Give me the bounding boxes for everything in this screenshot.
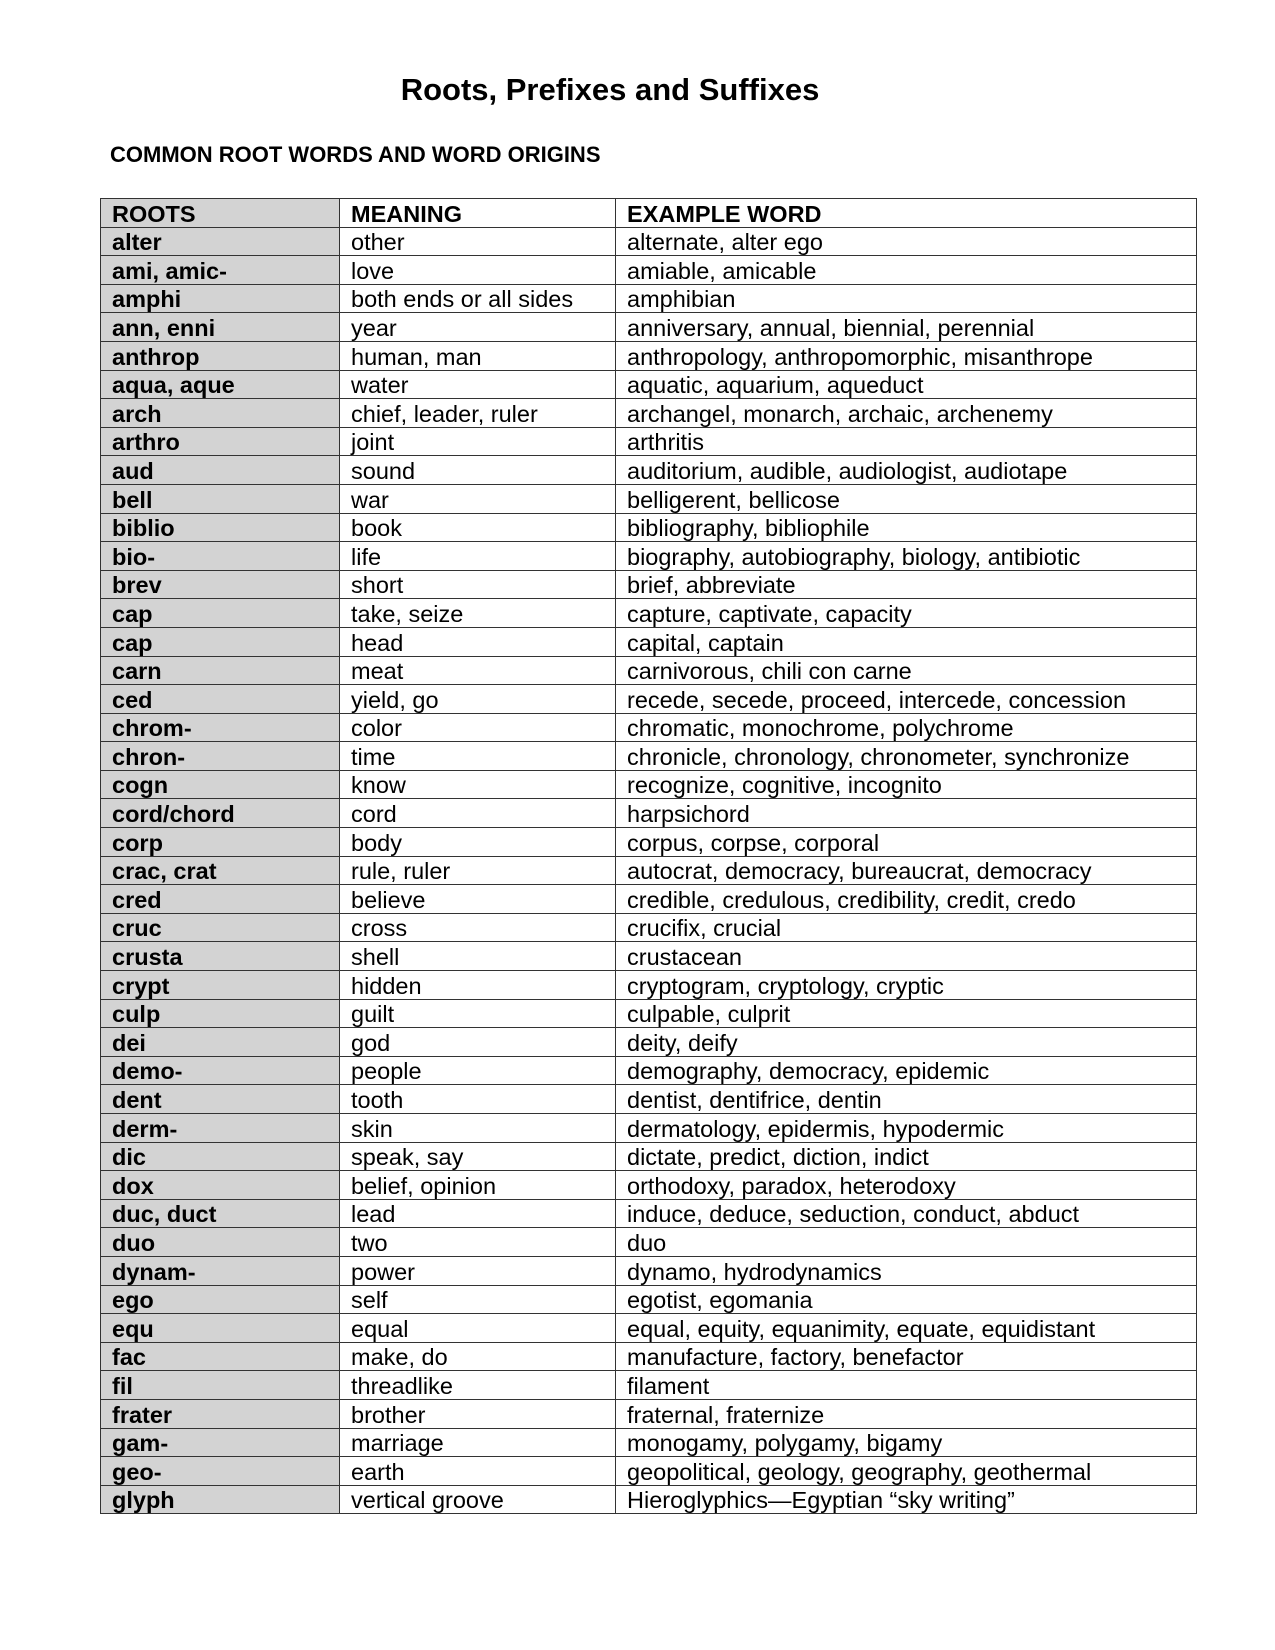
meaning-cell: skin [340,1114,616,1143]
roots-table [100,198,1197,1514]
table-row [101,656,1197,685]
table-row [101,456,1197,485]
meaning-cell: threadlike [340,1371,616,1400]
root-cell: crypt [101,971,340,1000]
table-row [101,1142,1197,1171]
meaning-cell: know [340,770,616,799]
column-header-example-word: EXAMPLE WORD [616,199,1197,228]
root-cell: ego [101,1285,340,1314]
meaning-cell: earth [340,1457,616,1486]
meaning-cell: take, seize [340,599,616,628]
meaning-cell: short [340,570,616,599]
root-cell: anthrop [101,341,340,370]
root-cell: corp [101,828,340,857]
example-word-cell: egotist, egomania [616,1285,1197,1314]
meaning-cell: speak, say [340,1142,616,1171]
meaning-cell: meat [340,656,616,685]
meaning-cell: sound [340,456,616,485]
table-row [101,685,1197,714]
root-cell: ami, amic- [101,256,340,285]
example-word-cell: equal, equity, equanimity, equate, equidistant [616,1314,1197,1343]
table-row [101,799,1197,828]
example-word-cell: culpable, culprit [616,999,1197,1028]
root-cell: dox [101,1171,340,1200]
example-word-cell: capital, captain [616,627,1197,656]
meaning-cell: guilt [340,999,616,1028]
table-row [101,971,1197,1000]
example-word-cell: corpus, corpse, corporal [616,828,1197,857]
example-word-cell: crustacean [616,942,1197,971]
root-cell: derm- [101,1114,340,1143]
table-row [101,999,1197,1028]
example-word-cell: fraternal, fraternize [616,1399,1197,1428]
root-cell: cap [101,599,340,628]
root-cell: gam- [101,1428,340,1457]
meaning-cell: lead [340,1199,616,1228]
example-word-cell: harpsichord [616,799,1197,828]
meaning-cell: joint [340,427,616,456]
example-word-cell: demography, democracy, epidemic [616,1056,1197,1085]
example-word-cell: recognize, cognitive, incognito [616,770,1197,799]
column-header-roots: ROOTS [101,199,340,228]
root-cell: bio- [101,542,340,571]
root-cell: duo [101,1228,340,1257]
meaning-cell: cross [340,913,616,942]
example-word-cell: anthropology, anthropomorphic, misanthrope [616,341,1197,370]
meaning-cell: two [340,1228,616,1257]
meaning-cell: shell [340,942,616,971]
example-word-cell: recede, secede, proceed, intercede, concession [616,685,1197,714]
meaning-cell: love [340,256,616,285]
page-title: Roots, Prefixes and Suffixes [400,72,820,107]
root-cell: demo- [101,1056,340,1085]
example-word-cell: amphibian [616,284,1197,313]
table-row [101,313,1197,342]
meaning-cell: water [340,370,616,399]
example-word-cell: chronicle, chronology, chronometer, synchronize [616,742,1197,771]
example-word-cell: filament [616,1371,1197,1400]
column-header-meaning: MEANING [340,199,616,228]
root-cell: cap [101,627,340,656]
meaning-cell: vertical groove [340,1485,616,1514]
root-cell: aud [101,456,340,485]
meaning-cell: cord [340,799,616,828]
table-row [101,828,1197,857]
example-word-cell: brief, abbreviate [616,570,1197,599]
root-cell: cogn [101,770,340,799]
example-word-cell: duo [616,1228,1197,1257]
root-cell: duc, duct [101,1199,340,1228]
root-cell: dic [101,1142,340,1171]
example-word-cell: crucifix, crucial [616,913,1197,942]
table-row [101,1228,1197,1257]
table-row [101,1028,1197,1057]
example-word-cell: dentist, dentifrice, dentin [616,1085,1197,1114]
example-word-cell: belligerent, bellicose [616,484,1197,513]
root-cell: frater [101,1399,340,1428]
root-cell: dent [101,1085,340,1114]
meaning-cell: both ends or all sides [340,284,616,313]
meaning-cell: color [340,713,616,742]
table-row [101,599,1197,628]
example-word-cell: bibliography, bibliophile [616,513,1197,542]
table-row [101,1457,1197,1486]
example-word-cell: anniversary, annual, biennial, perennial [616,313,1197,342]
meaning-cell: rule, ruler [340,856,616,885]
meaning-cell: book [340,513,616,542]
example-word-cell: arthritis [616,427,1197,456]
table-row [101,1485,1197,1514]
example-word-cell: induce, deduce, seduction, conduct, abduct [616,1199,1197,1228]
meaning-cell: god [340,1028,616,1057]
example-word-cell: biography, autobiography, biology, antibiotic [616,542,1197,571]
table-row [101,1399,1197,1428]
table-body [101,227,1197,1514]
example-word-cell: credible, credulous, credibility, credit, credo [616,885,1197,914]
table-row [101,1256,1197,1285]
example-word-cell: manufacture, factory, benefactor [616,1342,1197,1371]
table-row [101,484,1197,513]
example-word-cell: archangel, monarch, archaic, archenemy [616,399,1197,428]
table-row [101,513,1197,542]
meaning-cell: body [340,828,616,857]
table-row [101,256,1197,285]
root-cell: geo- [101,1457,340,1486]
meaning-cell: time [340,742,616,771]
meaning-cell: chief, leader, ruler [340,399,616,428]
root-cell: cruc [101,913,340,942]
table-row [101,1342,1197,1371]
table-row [101,942,1197,971]
table-row [101,713,1197,742]
meaning-cell: other [340,227,616,256]
meaning-cell: year [340,313,616,342]
example-word-cell: geopolitical, geology, geography, geothermal [616,1457,1197,1486]
table-row [101,856,1197,885]
table-row [101,1056,1197,1085]
root-cell: dei [101,1028,340,1057]
root-cell: arch [101,399,340,428]
table-row [101,1171,1197,1200]
example-word-cell: deity, deify [616,1028,1197,1057]
root-cell: brev [101,570,340,599]
root-cell: crusta [101,942,340,971]
example-word-cell: auditorium, audible, audiologist, audiotape [616,456,1197,485]
meaning-cell: marriage [340,1428,616,1457]
table-row [101,1114,1197,1143]
table-row [101,284,1197,313]
table-row [101,1285,1197,1314]
table-header-row [101,199,1197,228]
meaning-cell: head [340,627,616,656]
table-row [101,1371,1197,1400]
example-word-cell: chromatic, monochrome, polychrome [616,713,1197,742]
table-row [101,1314,1197,1343]
table-row [101,1428,1197,1457]
section-heading: COMMON ROOT WORDS AND WORD ORIGINS [110,142,601,167]
root-cell: glyph [101,1485,340,1514]
root-cell: amphi [101,284,340,313]
table-row [101,427,1197,456]
example-word-cell: orthodoxy, paradox, heterodoxy [616,1171,1197,1200]
meaning-cell: power [340,1256,616,1285]
example-word-cell: Hieroglyphics—Egyptian “sky writing” [616,1485,1197,1514]
example-word-cell: dictate, predict, diction, indict [616,1142,1197,1171]
root-cell: fac [101,1342,340,1371]
meaning-cell: people [340,1056,616,1085]
example-word-cell: cryptogram, cryptology, cryptic [616,971,1197,1000]
table-row [101,913,1197,942]
table-row [101,227,1197,256]
meaning-cell: war [340,484,616,513]
example-word-cell: carnivorous, chili con carne [616,656,1197,685]
table-row [101,1199,1197,1228]
table-row [101,770,1197,799]
root-cell: cred [101,885,340,914]
table-row [101,885,1197,914]
example-word-cell: dynamo, hydrodynamics [616,1256,1197,1285]
root-cell: ann, enni [101,313,340,342]
table-row [101,1085,1197,1114]
table-row [101,742,1197,771]
example-word-cell: dermatology, epidermis, hypodermic [616,1114,1197,1143]
root-cell: culp [101,999,340,1028]
table-row [101,399,1197,428]
root-cell: aqua, aque [101,370,340,399]
meaning-cell: make, do [340,1342,616,1371]
table-row [101,542,1197,571]
table-row [101,341,1197,370]
root-cell: dynam- [101,1256,340,1285]
root-cell: fil [101,1371,340,1400]
meaning-cell: human, man [340,341,616,370]
meaning-cell: brother [340,1399,616,1428]
root-cell: equ [101,1314,340,1343]
root-cell: chron- [101,742,340,771]
example-word-cell: alternate, alter ego [616,227,1197,256]
root-cell: carn [101,656,340,685]
root-cell: biblio [101,513,340,542]
meaning-cell: equal [340,1314,616,1343]
root-cell: arthro [101,427,340,456]
table-row [101,627,1197,656]
root-cell: chrom- [101,713,340,742]
meaning-cell: yield, go [340,685,616,714]
table-row [101,370,1197,399]
root-cell: alter [101,227,340,256]
example-word-cell: autocrat, democracy, bureaucrat, democracy [616,856,1197,885]
meaning-cell: self [340,1285,616,1314]
root-cell: crac, crat [101,856,340,885]
example-word-cell: aquatic, aquarium, aqueduct [616,370,1197,399]
example-word-cell: capture, captivate, capacity [616,599,1197,628]
root-cell: cord/chord [101,799,340,828]
root-cell: ced [101,685,340,714]
example-word-cell: monogamy, polygamy, bigamy [616,1428,1197,1457]
meaning-cell: tooth [340,1085,616,1114]
meaning-cell: life [340,542,616,571]
meaning-cell: believe [340,885,616,914]
meaning-cell: belief, opinion [340,1171,616,1200]
root-cell: bell [101,484,340,513]
example-word-cell: amiable, amicable [616,256,1197,285]
table-row [101,570,1197,599]
meaning-cell: hidden [340,971,616,1000]
